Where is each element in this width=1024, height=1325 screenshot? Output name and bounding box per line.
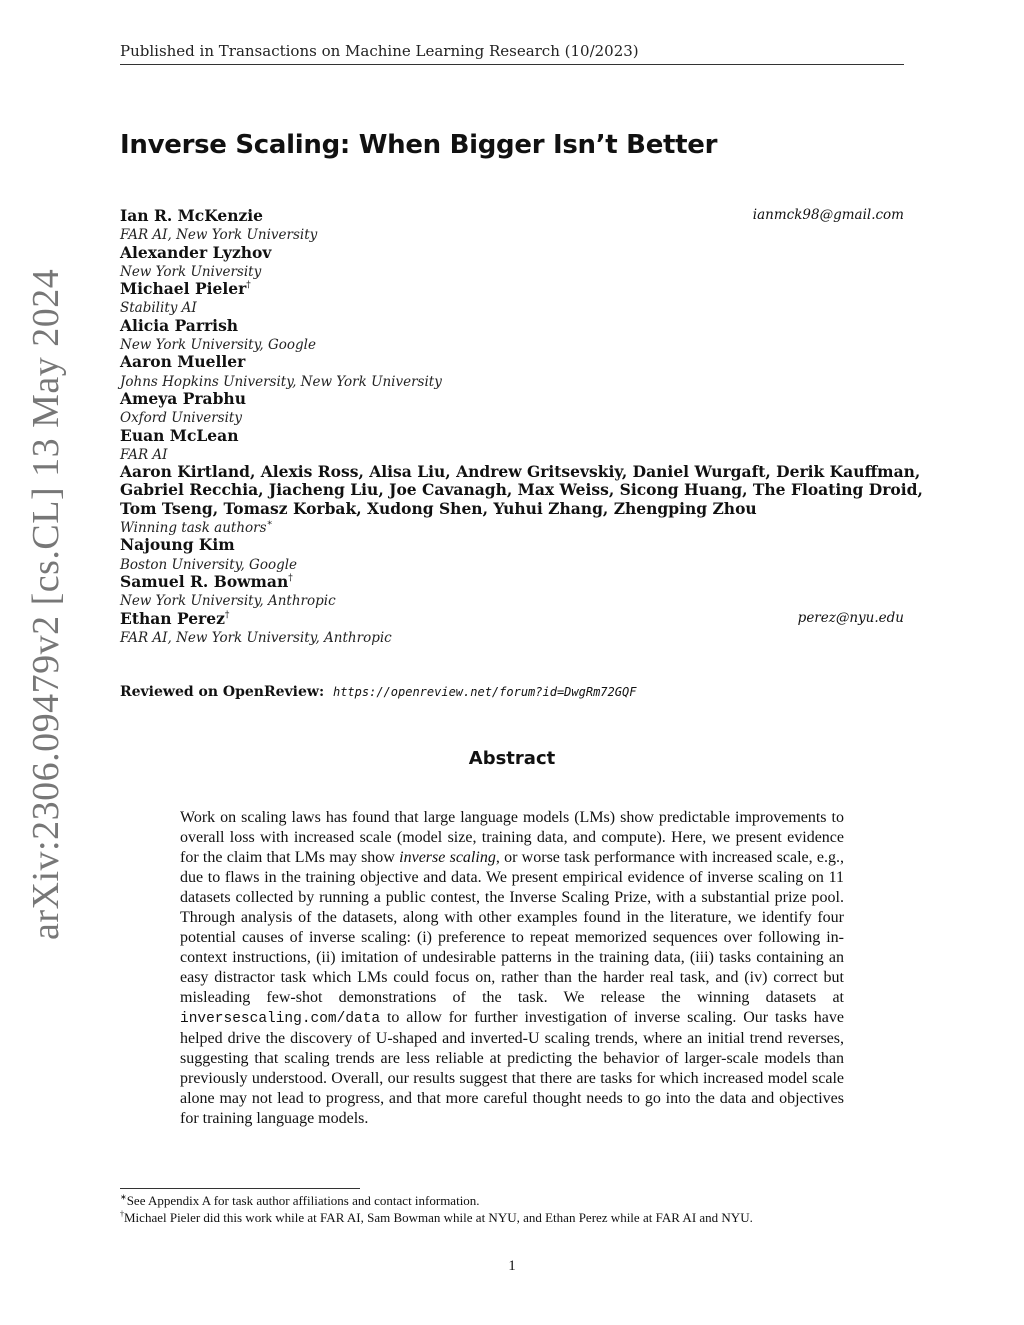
author-affiliation: Oxford University bbox=[120, 410, 242, 427]
winning-authors-label: Winning task authors bbox=[120, 520, 267, 537]
author-affiliation: Stability AI bbox=[120, 300, 197, 317]
author-block bbox=[120, 206, 923, 646]
winning-authors-line: Gabriel Recchia, Jiacheng Liu, Joe Cavanagh, Max Weiss, Sicong Huang, The Floating Droid, bbox=[120, 480, 923, 500]
footnote-divider bbox=[120, 1188, 360, 1189]
author-affiliation: Johns Hopkins University, New York University bbox=[120, 373, 442, 390]
author-email[interactable]: perez@nyu.edu bbox=[797, 609, 904, 626]
author-row bbox=[120, 426, 904, 444]
author-affiliation: FAR AI, New York University, Anthropic bbox=[120, 629, 392, 646]
footnote-mark: ∗ bbox=[120, 1192, 127, 1202]
journal-header: Published in Transactions on Machine Learning Research (10/2023) bbox=[120, 42, 904, 65]
author-mark: † bbox=[246, 280, 251, 291]
openreview-link[interactable]: https://openreview.net/forum?id=DwgRm72GQF bbox=[332, 685, 637, 699]
author-affiliation: New York University, Google bbox=[120, 337, 316, 354]
author-email[interactable]: ianmck98@gmail.com bbox=[752, 207, 904, 223]
author-name: Ian R. McKenzie bbox=[120, 206, 264, 225]
footnote bbox=[120, 1210, 920, 1227]
author-name: Euan McLean bbox=[120, 425, 239, 445]
author-mark: † bbox=[288, 573, 293, 584]
author-affiliation: Boston University, Google bbox=[120, 556, 298, 573]
author-row bbox=[120, 535, 904, 553]
author-name: Alexander Lyzhov bbox=[120, 242, 272, 262]
author-affiliation: FAR AI, New York University bbox=[120, 227, 318, 244]
author-name: Ameya Prabhu bbox=[120, 388, 246, 408]
author-name: Najoung Kim bbox=[120, 535, 235, 555]
abstract-text: Work on scaling laws has found that large language models (LMs) show predictable improvements to overall loss with increased scale (model size, training data, and compute). Here, we present evidence for the claim that LMs may show bbox=[180, 809, 844, 866]
arxiv-identifier: arXiv:2306.09479v2 [cs.CL] 13 May 2024 bbox=[25, 268, 67, 940]
author-name: Samuel R. Bowman bbox=[120, 571, 289, 591]
page-number: 1 bbox=[508, 1258, 516, 1274]
abstract-heading: Abstract bbox=[468, 748, 556, 769]
author-affiliation: FAR AI bbox=[120, 446, 168, 463]
author-name: Ethan Perez bbox=[120, 608, 225, 628]
author-affiliation: New York University bbox=[120, 263, 262, 280]
author-row bbox=[120, 609, 904, 627]
author-row bbox=[120, 243, 904, 261]
author-row bbox=[120, 316, 904, 334]
author-mark: † bbox=[224, 610, 230, 621]
author-row bbox=[120, 389, 904, 407]
author-row bbox=[120, 352, 904, 370]
dataset-link[interactable]: inversescaling.com/data bbox=[180, 1011, 381, 1027]
paper-title: Inverse Scaling: When Bigger Isn’t Better bbox=[120, 130, 718, 160]
abstract-text: to allow for further investigation of inverse scaling. Our tasks have helped drive the discovery of U-shaped and inverted-U scaling trends, where an initial trend reverses, suggesting that scaling trends are less reliable at predicting the behavior of larger-scale models than previously understood. Overall, our results suggest that there are tasks for which increased model scale alone may not lead to progress, and that more careful thought needs to go into the data and objectives for training language models. bbox=[180, 1009, 844, 1127]
winning-authors-line: Tom Tseng, Tomasz Korbak, Xudong Shen, Yuhui Zhang, Zhengping Zhou bbox=[120, 498, 757, 518]
author-name: Michael Pieler bbox=[120, 279, 247, 299]
footnote-mark: † bbox=[120, 1209, 124, 1219]
author-row bbox=[120, 206, 904, 224]
author-row bbox=[120, 279, 904, 297]
author-affiliation: New York University, Anthropic bbox=[120, 593, 336, 610]
review-info bbox=[120, 684, 636, 700]
footnotes bbox=[120, 1193, 920, 1226]
footnote-text: Michael Pieler did this work while at FAR AI, Sam Bowman while at NYU, and Ethan Perez while at FAR AI and NYU. bbox=[124, 1209, 753, 1225]
footnote-text: See Appendix A for task author affiliations and contact information. bbox=[126, 1193, 480, 1208]
author-row bbox=[120, 572, 904, 590]
author-name: Alicia Parrish bbox=[120, 315, 239, 335]
abstract-text: , or worse task performance with increased scale, e.g., due to flaws in the training objective and data. We present empirical evidence of inverse scaling on 11 datasets collected by running a public contest, the Inverse Scaling Prize, with a substantial prize pool. Through analysis of the datasets, along with other examples found in the literature, we identify four potential causes of inverse scaling: (i) preference to repeat memorized sequences over following in-context instructions, (ii) imitation of undesirable patterns in the training data, (iii) tasks containing an easy distractor task which LMs could focus on, rather than the harder real task, and (iv) correct but misleading few-shot demonstrations of the task. We release the winning datasets at bbox=[180, 849, 845, 1006]
abstract-body bbox=[180, 808, 844, 1129]
abstract-emphasis: inverse scaling bbox=[399, 849, 496, 866]
winning-authors-mark: ∗ bbox=[266, 518, 273, 529]
winning-authors-line: Aaron Kirtland, Alexis Ross, Alisa Liu, Andrew Gritsevskiy, Daniel Wurgaft, Derik Kauffman, bbox=[120, 462, 921, 482]
footnote bbox=[120, 1193, 920, 1210]
review-label: Reviewed on OpenReview: bbox=[120, 684, 325, 700]
author-name: Aaron Mueller bbox=[120, 352, 246, 372]
